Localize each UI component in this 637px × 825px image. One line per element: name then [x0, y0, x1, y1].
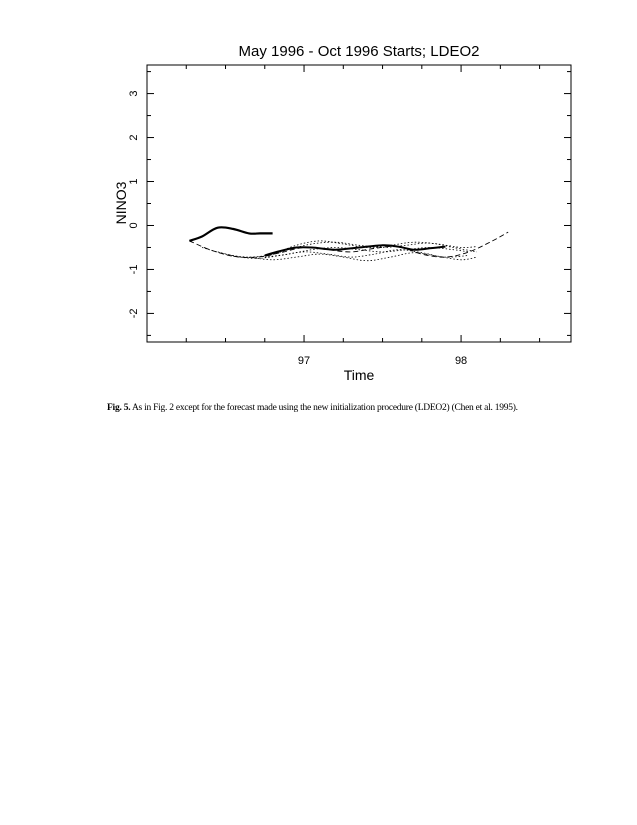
chart-title: May 1996 - Oct 1996 Starts; LDEO2	[238, 43, 480, 60]
nino3-chart	[0, 0, 637, 400]
y-axis-label: NINO3	[113, 181, 129, 225]
y-tick-label: 3	[128, 90, 140, 97]
y-tick-label: 1	[128, 178, 140, 185]
figure-caption	[107, 403, 627, 413]
axis-ticks	[147, 65, 571, 342]
x-tick-label: 98	[454, 355, 468, 367]
y-tick-label: -1	[128, 264, 140, 275]
axis-tick-labels	[128, 91, 467, 367]
x-tick-label: 97	[297, 355, 311, 367]
ensemble-mean-line	[265, 245, 446, 255]
x-axis-label: Time	[343, 367, 375, 383]
forecast-lines	[189, 227, 508, 260]
plot-frame	[147, 65, 571, 342]
y-tick-label: 2	[128, 134, 140, 141]
caption-text: As in Fig. 2 except for the forecast made using the new initialization procedure (LDEO2) (Chen et al. 1995).	[131, 403, 518, 413]
y-tick-label: -2	[128, 308, 140, 319]
y-tick-label: 0	[128, 222, 140, 229]
observed-line	[189, 227, 272, 241]
caption-label: Fig. 5.	[107, 403, 131, 413]
